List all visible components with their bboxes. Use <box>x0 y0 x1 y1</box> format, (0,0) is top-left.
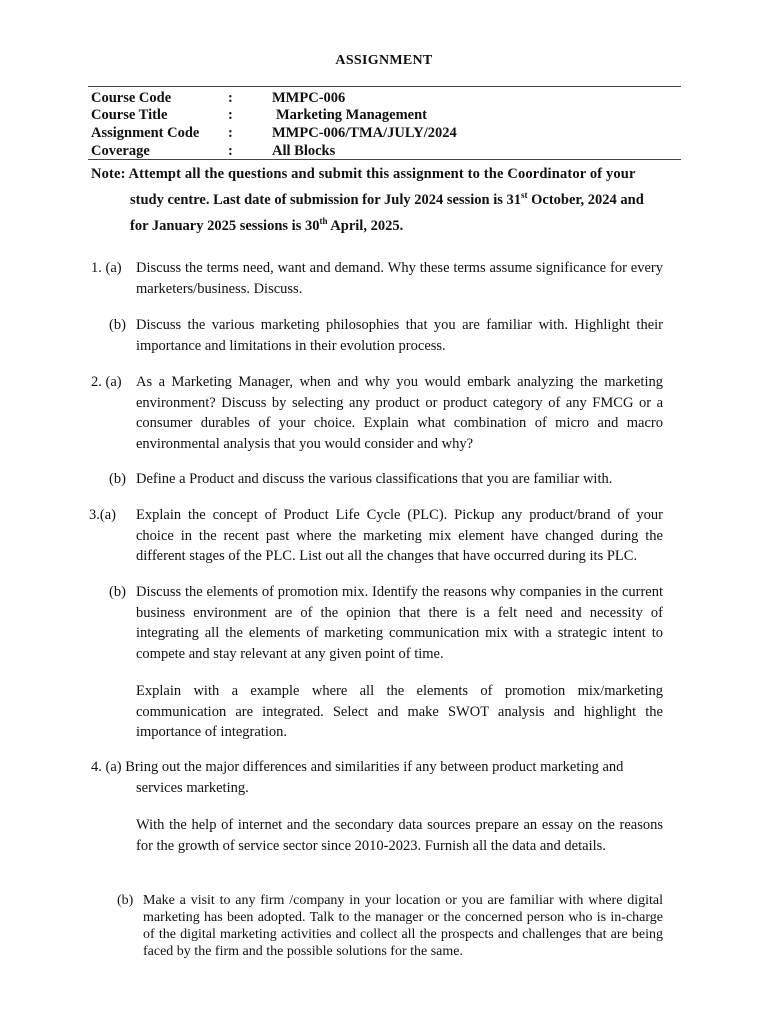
header-bottom-rule <box>88 159 681 160</box>
question-text: Explain with a example where all the elements of promotion mix/marketing communication are integrated. Select and make SWOT analysis and highlight the importance of integration. <box>136 683 663 740</box>
question-label: (b) <box>109 471 126 487</box>
question-2b <box>109 469 663 490</box>
note-line-1: Note: Attempt all the questions and submit this assignment to the Coordinator of your <box>91 166 636 182</box>
question-label: 2. (a) <box>91 374 122 390</box>
meta-key: Course Code <box>91 90 172 106</box>
note-line-2 <box>91 187 681 213</box>
note-superscript: th <box>319 216 328 227</box>
note-line-3 <box>91 213 681 239</box>
meta-key: Assignment Code <box>91 125 200 141</box>
question-label: (b) <box>109 317 126 333</box>
note-line-3-text: for January 2025 sessions is 30 <box>130 218 320 234</box>
meta-colon: : <box>228 143 233 159</box>
meta-colon: : <box>228 107 233 123</box>
question-3b <box>109 582 663 664</box>
question-text: Discuss the terms need, want and demand. Why these terms assume significance for every marketers/business. Discuss. <box>136 260 663 297</box>
question-2a <box>91 372 663 454</box>
question-label: 1. (a) <box>91 260 122 276</box>
question-text-continued: services marketing. <box>136 779 249 796</box>
meta-colon: : <box>228 125 233 141</box>
question-text: Explain the concept of Product Life Cycle (PLC). Pickup any product/brand of your choice in the recent past where the marketing mix element have changed during the different stages of the PLC. List out all the changes that have occurred during its PLC. <box>136 507 663 564</box>
question-text: Bring out the major differences and similarities if any between product marketing and <box>125 759 624 775</box>
note-line-2-text: study centre. Last date of submission for July 2024 session is 31 <box>130 192 522 208</box>
question-4b <box>117 892 663 960</box>
question-1b <box>109 315 663 356</box>
question-4a-paragraph-2 <box>136 815 663 856</box>
meta-value: MMPC-006 <box>272 90 346 106</box>
note-superscript: st <box>521 190 528 201</box>
question-3a <box>89 505 663 567</box>
question-label: (b) <box>117 893 134 908</box>
question-text: Make a visit to any firm /company in your location or you are familiar with where digital marketing has been adopted. Talk to the manager or the concerned person who is in-charge of the digital marketing activities and collect all the prospects and challenges that are being faced by the firm and the possible solutions for the same. <box>143 893 663 959</box>
note-line-3-tail: April, 2025. <box>327 218 404 234</box>
meta-colon: : <box>228 90 233 106</box>
question-text: Discuss the various marketing philosophies that you are familiar with. Highlight their importance and limitations in their evolution process. <box>136 317 663 354</box>
meta-value: MMPC-006/TMA/JULY/2024 <box>272 125 457 141</box>
page-title: ASSIGNMENT <box>335 53 433 68</box>
question-4a <box>91 757 663 798</box>
question-1a <box>91 258 663 299</box>
question-text: Define a Product and discuss the various classifications that you are familiar with. <box>136 471 613 487</box>
submission-note <box>91 161 681 239</box>
note-line-2-tail: October, 2024 and <box>527 192 644 208</box>
header-top-rule <box>88 86 681 87</box>
meta-value: All Blocks <box>272 143 336 159</box>
question-label: 4. (a) <box>91 759 122 775</box>
question-4a-first-line <box>91 757 663 778</box>
question-label: 3.(a) <box>89 507 116 523</box>
meta-key: Course Title <box>91 107 168 123</box>
question-text: Discuss the elements of promotion mix. Identify the reasons why companies in the current business environment are of the opinion that there is a felt need and necessity of integrating all the elements of marketing communication mix with a strategic intent to compete and stay relevant at any given point of time. <box>136 584 663 662</box>
meta-key: Coverage <box>91 143 150 159</box>
meta-value: Marketing Management <box>276 107 428 123</box>
question-label: (b) <box>109 584 126 600</box>
question-text: As a Marketing Manager, when and why you would embark analyzing the marketing environment? Discuss by selecting any product or product category of any FMCG or a consumer durables of your choice. Explain what combination of micro and macro environmental analysis that you would consider and why? <box>136 374 663 452</box>
question-3b-paragraph-2 <box>136 681 663 743</box>
question-text: With the help of internet and the secondary data sources prepare an essay on the reasons for the growth of service sector since 2010-2023. Furnish all the data and details. <box>136 817 663 854</box>
